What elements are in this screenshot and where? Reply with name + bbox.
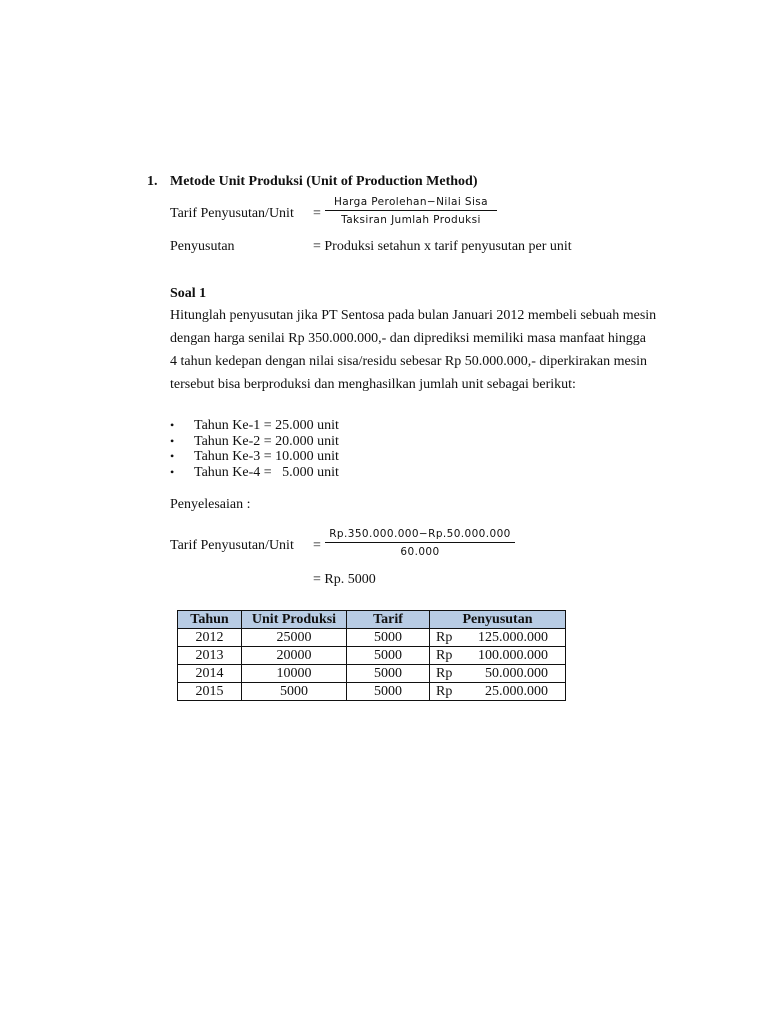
cell-tahun: 2013 xyxy=(178,647,242,665)
header-tahun: Tahun xyxy=(178,611,242,629)
problem-line: tersebut bisa berproduksi dan menghasilkan jumlah unit sebagai berikut: xyxy=(170,377,576,392)
amount: 50.000.000 xyxy=(485,666,548,681)
solution-result: = Rp. 5000 xyxy=(313,572,376,587)
problem-paragraph xyxy=(170,304,658,396)
list-item: • Tahun Ke-2 = 20.000 unit xyxy=(170,434,339,450)
solution-heading: Penyelesaian : xyxy=(170,497,251,512)
currency-label: Rp xyxy=(436,648,453,663)
problem-line: dengan harga senilai Rp 350.000.000,- dan diprediksi memiliki masa manfaat hingga xyxy=(170,331,647,346)
amount: 100.000.000 xyxy=(478,648,548,663)
amount: 125.000.000 xyxy=(478,630,548,645)
solution-fraction xyxy=(325,528,515,558)
fraction-bar xyxy=(325,542,515,543)
formula2-label: Penyusutan xyxy=(170,239,235,254)
list-item: • Tahun Ke-1 = 25.000 unit xyxy=(170,418,339,434)
cell-tahun: 2014 xyxy=(178,665,242,683)
cell-penyusutan xyxy=(430,647,566,665)
header-tarif: Tarif xyxy=(347,611,430,629)
solution-equals: = xyxy=(313,538,321,553)
formula1-denominator: Taksiran Jumlah Produksi xyxy=(341,214,481,226)
formula1-equals: = xyxy=(313,206,321,221)
cell-unit: 10000 xyxy=(242,665,347,683)
formula2-text: = Produksi setahun x tarif penyusutan per unit xyxy=(313,239,572,254)
formula1-label: Tarif Penyusutan/Unit xyxy=(170,206,294,221)
production-list xyxy=(170,418,339,480)
cell-tahun: 2012 xyxy=(178,629,242,647)
header-penyusutan: Penyusutan xyxy=(430,611,566,629)
cell-tarif: 5000 xyxy=(347,665,430,683)
cell-tahun: 2015 xyxy=(178,683,242,701)
list-item: • Tahun Ke-4 = 5.000 unit xyxy=(170,465,339,481)
table-row xyxy=(178,665,566,683)
problem-line: 4 tahun kedepan dengan nilai sisa/residu sebesar Rp 50.000.000,- diperkirakan mesin xyxy=(170,354,648,369)
cell-penyusutan xyxy=(430,629,566,647)
cell-tarif: 5000 xyxy=(347,647,430,665)
currency-label: Rp xyxy=(436,666,453,681)
cell-penyusutan xyxy=(430,683,566,701)
problem-heading: Soal 1 xyxy=(170,286,207,301)
solution-denominator: 60.000 xyxy=(400,546,440,558)
cell-unit: 25000 xyxy=(242,629,347,647)
solution-numerator: Rp.350.000.000−Rp.50.000.000 xyxy=(329,528,511,540)
header-unit-produksi: Unit Produksi xyxy=(242,611,347,629)
formula1-fraction xyxy=(325,196,497,226)
cell-penyusutan xyxy=(430,665,566,683)
problem-line: Hitunglah penyusutan jika PT Sentosa pada bulan Januari 2012 membeli sebuah mesin xyxy=(170,308,657,323)
table-row xyxy=(178,647,566,665)
section-number: 1. xyxy=(147,174,158,189)
cell-unit: 20000 xyxy=(242,647,347,665)
depreciation-table xyxy=(177,610,566,701)
table-row xyxy=(178,629,566,647)
currency-label: Rp xyxy=(436,684,453,699)
table-header-row xyxy=(178,611,566,629)
cell-tarif: 5000 xyxy=(347,683,430,701)
section-title: Metode Unit Produksi (Unit of Production Method) xyxy=(170,174,478,189)
cell-tarif: 5000 xyxy=(347,629,430,647)
table-row xyxy=(178,683,566,701)
cell-unit: 5000 xyxy=(242,683,347,701)
list-item: • Tahun Ke-3 = 10.000 unit xyxy=(170,449,339,465)
fraction-bar xyxy=(325,210,497,211)
formula1-numerator: Harga Perolehan−Nilai Sisa xyxy=(333,196,488,208)
amount: 25.000.000 xyxy=(485,684,548,699)
solution-label: Tarif Penyusutan/Unit xyxy=(170,538,294,553)
currency-label: Rp xyxy=(436,630,453,645)
